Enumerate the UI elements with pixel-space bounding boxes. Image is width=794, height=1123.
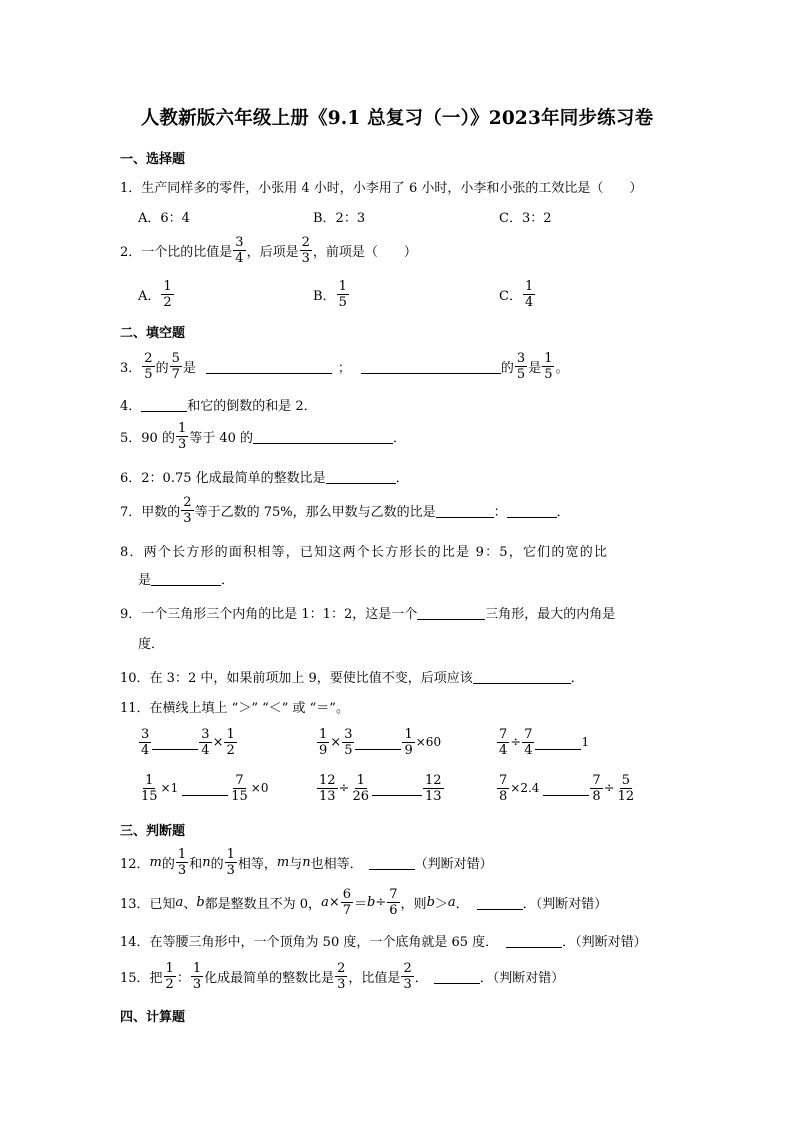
- fraction: [224, 728, 236, 757]
- text-fragment: ：: [176, 970, 190, 986]
- answer-blank[interactable]: [477, 895, 523, 910]
- text-fragment: ÷: [603, 780, 615, 796]
- fraction: [542, 352, 554, 381]
- denominator: 4: [235, 250, 244, 266]
- fraction: [335, 962, 347, 991]
- numerator: 1: [145, 772, 154, 788]
- numerator: 1: [165, 960, 174, 976]
- numerator: 3: [516, 350, 526, 366]
- fraction: [522, 728, 534, 757]
- question-9-line-2: 度．: [138, 636, 165, 652]
- text-fragment: 和它的倒数的和是 2．: [187, 398, 317, 414]
- denominator: 9: [404, 742, 413, 758]
- text-fragment: 是: [528, 360, 542, 376]
- answer-blank[interactable]: [372, 781, 422, 796]
- numerator: 3: [235, 234, 244, 250]
- numerator: 1: [177, 420, 187, 436]
- question-1: [120, 166, 642, 206]
- fraction: [497, 774, 509, 803]
- text-fragment: 相等，: [237, 856, 277, 872]
- fraction: [161, 280, 173, 309]
- numerator: 1: [338, 278, 347, 294]
- fraction: [164, 962, 176, 991]
- answer-blank[interactable]: [507, 503, 557, 518]
- text-fragment: 、: [183, 896, 197, 912]
- text-fragment: ．: [556, 504, 570, 520]
- text-fragment: 都是整数且不为 0，: [204, 896, 322, 912]
- text-fragment: 4．: [120, 398, 142, 414]
- denominator: 3: [403, 976, 412, 992]
- text-fragment: 的: [500, 360, 514, 376]
- text-fragment: 的: [161, 856, 175, 872]
- q2-text-mid: ，后项是: [246, 244, 299, 260]
- denominator: 5: [516, 366, 526, 382]
- text-fragment: 12．: [120, 856, 150, 872]
- fraction: [139, 774, 160, 803]
- text-fragment: ＝: [354, 896, 368, 912]
- text-fragment: 等于乙数的 75%，那么甲数与乙数的比是: [194, 504, 436, 520]
- text-fragment: A．: [138, 288, 161, 304]
- numerator: 12: [319, 772, 336, 788]
- denominator: 3: [183, 510, 192, 526]
- text-fragment: 10．在 3：2 中，如果前项加上 9，要使比值不变，后项应该: [120, 670, 473, 686]
- text-fragment: a: [175, 894, 184, 910]
- question-7: [120, 490, 570, 530]
- question-9-line-1: [120, 592, 615, 632]
- text-fragment: 等于 40 的: [189, 430, 254, 446]
- denominator: 6: [389, 902, 398, 918]
- numerator: 7: [389, 886, 398, 902]
- q2-text-post: ，前项是（ ）: [312, 244, 417, 260]
- numerator: 1: [177, 846, 187, 862]
- numerator: 1: [404, 726, 413, 742]
- fraction: [170, 352, 182, 381]
- numerator: 1: [524, 278, 534, 294]
- text-fragment: B．: [313, 288, 336, 304]
- question-1-text: 1．生产同样多的零件，小张用 4 小时，小李用了 6 小时，小李和小张的工效比是（ ）: [120, 180, 643, 196]
- text-fragment: ．: [414, 970, 428, 986]
- text-fragment: 6．2：0.75 化成最简单的整数比是: [120, 470, 326, 486]
- answer-blank[interactable]: [543, 781, 589, 796]
- text-fragment: ÷: [338, 780, 350, 796]
- text-fragment: 的: [210, 856, 224, 872]
- fraction: [387, 888, 399, 917]
- fraction: [401, 962, 413, 991]
- denominator: 9: [319, 742, 328, 758]
- text-fragment: ×1: [160, 781, 179, 795]
- numerator: 12: [425, 772, 442, 788]
- fraction: [423, 774, 444, 803]
- fraction: [341, 888, 353, 917]
- denominator: 8: [499, 788, 508, 804]
- answer-blank[interactable]: [141, 397, 187, 412]
- q2-option-c: [499, 274, 536, 314]
- text-fragment: ÷: [375, 894, 387, 910]
- text-fragment: 。: [555, 360, 569, 376]
- numerator: 5: [171, 350, 180, 366]
- question-5: [120, 416, 406, 456]
- denominator: 15: [231, 788, 248, 804]
- denominator: 3: [177, 436, 187, 452]
- fraction: [342, 728, 354, 757]
- q11-item-6: [496, 768, 637, 808]
- numerator: 3: [201, 726, 210, 742]
- text-fragment: ．: [393, 430, 407, 446]
- q11-item-3: [496, 722, 589, 762]
- answer-blank[interactable]: [206, 359, 332, 374]
- fraction: [176, 422, 188, 451]
- answer-blank[interactable]: [436, 503, 494, 518]
- q2-option-a: [138, 274, 175, 314]
- text-fragment: 15．把: [120, 970, 163, 986]
- text-fragment: ；: [337, 360, 351, 376]
- text-fragment: 9．一个三角形三个内角的比是 1：1：2，这是一个: [120, 606, 418, 622]
- question-14: [120, 920, 647, 960]
- text-fragment: b: [196, 894, 205, 910]
- text-fragment: ．: [570, 670, 584, 686]
- text-fragment: C．: [499, 288, 522, 304]
- answer-blank[interactable]: [361, 359, 501, 374]
- denominator: 5: [338, 294, 347, 310]
- text-fragment: 3．: [120, 360, 142, 376]
- text-fragment: 与: [289, 856, 303, 872]
- q2-text-pre: 2．一个比的比值是: [120, 244, 233, 260]
- text-fragment: ×2.4: [510, 781, 540, 795]
- section-heading-judge: 三、判断题: [120, 824, 186, 839]
- numerator: 1: [192, 960, 202, 976]
- text-fragment: ÷: [510, 734, 522, 750]
- section-heading-fill: 二、填空题: [120, 326, 186, 341]
- text-fragment: ×: [328, 894, 340, 910]
- question-3: [120, 346, 569, 386]
- denominator: 3: [301, 250, 310, 266]
- denominator: 7: [342, 902, 352, 918]
- text-fragment: ×: [212, 734, 224, 750]
- fraction: [139, 728, 151, 757]
- text-fragment: a: [447, 894, 456, 910]
- text-fragment: ．（判断对错）: [479, 970, 565, 986]
- text-fragment: 和: [189, 856, 203, 872]
- text-fragment: b: [426, 894, 435, 910]
- text-fragment: ，比值是: [348, 970, 401, 986]
- answer-blank[interactable]: [506, 933, 562, 948]
- question-11-instruction: 11．在横线上填上 “＞” “＜” 或 “＝”。: [120, 700, 349, 716]
- answer-blank[interactable]: [473, 669, 571, 684]
- fraction: [181, 496, 193, 525]
- fraction: [229, 774, 250, 803]
- question-12: [120, 842, 493, 882]
- denominator: 3: [177, 862, 187, 878]
- numerator: 7: [592, 772, 601, 788]
- answer-blank[interactable]: [369, 855, 415, 870]
- numerator: 1: [544, 350, 553, 366]
- fraction: [317, 728, 329, 757]
- text-fragment: 5．90 的: [120, 430, 175, 446]
- denominator: 2: [165, 976, 174, 992]
- answer-blank[interactable]: [151, 571, 221, 586]
- denominator: 2: [163, 294, 172, 310]
- answer-blank[interactable]: [326, 469, 396, 484]
- fraction: [176, 848, 188, 877]
- numerator: 5: [621, 772, 631, 788]
- numerator: 7: [524, 726, 533, 742]
- question-15: [120, 956, 564, 996]
- denominator: 4: [524, 742, 533, 758]
- answer-blank[interactable]: [152, 735, 198, 750]
- fraction: [337, 280, 349, 309]
- text-fragment: ×: [330, 734, 342, 750]
- q1-option-a: A．6：4: [138, 210, 190, 226]
- denominator: 15: [141, 788, 158, 804]
- numerator: 2: [301, 234, 310, 250]
- q11-item-5: [316, 768, 445, 808]
- denominator: 4: [499, 742, 508, 758]
- q11-item-4: [138, 768, 269, 808]
- question-2: [120, 230, 417, 270]
- numerator: 1: [226, 846, 235, 862]
- text-fragment: 也相等．: [310, 856, 363, 872]
- fraction: [590, 774, 602, 803]
- numerator: 1: [163, 278, 172, 294]
- fraction: [300, 236, 312, 265]
- denominator: 13: [425, 788, 442, 804]
- fraction: [191, 962, 203, 991]
- text-fragment: 是: [182, 360, 196, 376]
- text-fragment: 7．甲数的: [120, 504, 181, 520]
- numerator: 2: [403, 960, 412, 976]
- fraction: [523, 280, 535, 309]
- text-fragment: ．（判断对错）: [522, 896, 608, 912]
- text-fragment: （判断对错）: [414, 856, 493, 872]
- text-fragment: a: [321, 894, 329, 910]
- numerator: 7: [499, 772, 508, 788]
- numerator: 3: [141, 726, 150, 742]
- numerator: 7: [235, 772, 244, 788]
- fraction: [317, 774, 338, 803]
- q1-option-c: C．3：2: [499, 210, 552, 226]
- fraction: [616, 774, 637, 803]
- denominator: 4: [141, 742, 150, 758]
- numerator: 2: [337, 960, 346, 976]
- section-heading-calc: 四、计算题: [120, 1010, 186, 1025]
- fraction: [515, 352, 527, 381]
- denominator: 5: [144, 366, 153, 382]
- fraction: [350, 774, 371, 803]
- text-fragment: ．: [455, 896, 469, 912]
- text-fragment: 三角形，最大的内角是: [485, 606, 616, 622]
- section-heading-choice: 一、选择题: [120, 152, 186, 167]
- numerator: 1: [356, 772, 365, 788]
- text-fragment: 的: [155, 360, 169, 376]
- denominator: 12: [617, 788, 635, 804]
- numerator: 2: [144, 350, 153, 366]
- text-fragment: ．（判断对错）: [562, 934, 647, 950]
- answer-blank[interactable]: [182, 781, 228, 796]
- text-fragment: 1: [581, 735, 590, 749]
- text-fragment: ×60: [415, 735, 442, 749]
- text-fragment: ．: [221, 572, 235, 588]
- text-fragment: b: [367, 894, 376, 910]
- page-title: 人教新版六年级上册《9.1 总复习（一）》2023年同步练习卷: [140, 108, 654, 129]
- denominator: 4: [201, 742, 210, 758]
- fraction: [402, 728, 414, 757]
- denominator: 8: [592, 788, 601, 804]
- denominator: 26: [352, 788, 369, 804]
- denominator: 2: [226, 742, 235, 758]
- question-8-line-1: 8．两个长方形的面积相等，已知这两个长方形长的比是 9：5，它们的宽的比: [120, 544, 609, 560]
- answer-blank[interactable]: [535, 735, 581, 750]
- denominator: 5: [544, 366, 553, 382]
- numerator: 3: [344, 726, 353, 742]
- q11-item-1: [138, 722, 238, 762]
- text-fragment: ＞: [434, 896, 448, 912]
- numerator: 7: [499, 726, 508, 742]
- fraction: [142, 352, 154, 381]
- question-13: [120, 882, 607, 922]
- text-fragment: 14．在等腰三角形中，一个顶角为 50 度，一个底角就是 65 度．: [120, 934, 499, 950]
- text-fragment: ：: [493, 504, 507, 520]
- fraction: [225, 848, 237, 877]
- fraction: [233, 236, 245, 265]
- text-fragment: m: [276, 854, 290, 870]
- q1-option-b: B．2：3: [313, 210, 366, 226]
- denominator: 4: [524, 294, 534, 310]
- answer-blank[interactable]: [417, 605, 485, 620]
- q2-option-b: [313, 274, 350, 314]
- text-fragment: 是: [138, 572, 152, 588]
- numerator: 6: [342, 886, 352, 902]
- text-fragment: ×0: [250, 781, 269, 795]
- numerator: 1: [319, 726, 328, 742]
- fraction: [199, 728, 211, 757]
- text-fragment: n: [302, 854, 311, 870]
- text-fragment: ．: [395, 470, 409, 486]
- text-fragment: 13．已知: [120, 896, 176, 912]
- denominator: 13: [319, 788, 336, 804]
- fraction: [497, 728, 509, 757]
- denominator: 7: [171, 366, 180, 382]
- denominator: 3: [337, 976, 346, 992]
- denominator: 5: [344, 742, 353, 758]
- answer-blank[interactable]: [355, 735, 401, 750]
- text-fragment: n: [202, 854, 211, 870]
- denominator: 3: [226, 862, 235, 878]
- numerator: 1: [226, 726, 235, 742]
- text-fragment: ，则: [400, 896, 427, 912]
- denominator: 3: [192, 976, 202, 992]
- text-fragment: 化成最简单的整数比是: [204, 970, 335, 986]
- answer-blank[interactable]: [253, 429, 393, 444]
- numerator: 2: [183, 494, 192, 510]
- q11-item-2: [316, 722, 441, 762]
- text-fragment: m: [149, 854, 162, 870]
- answer-blank[interactable]: [434, 969, 480, 984]
